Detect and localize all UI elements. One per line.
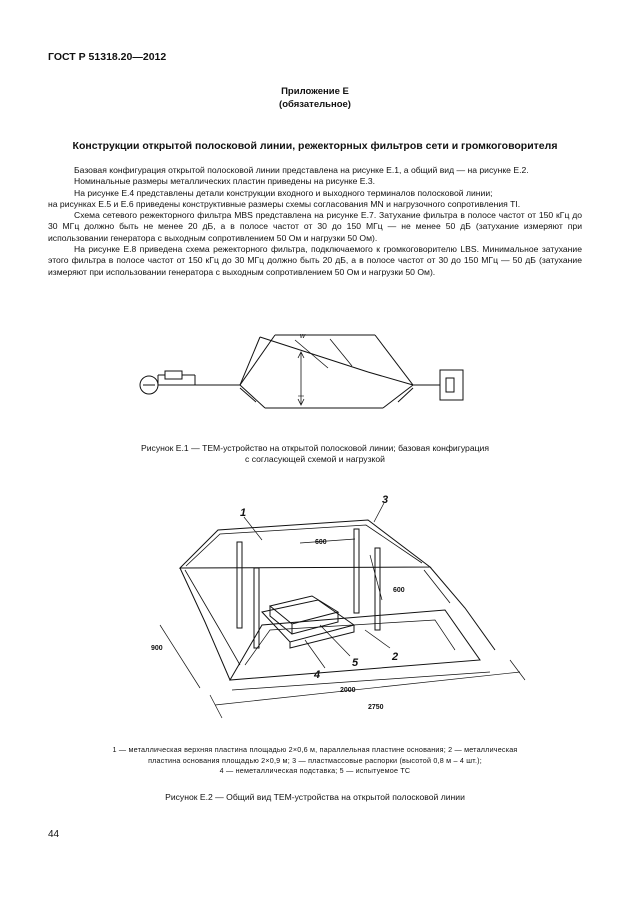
dimension-w-label: w	[300, 333, 306, 340]
spacer-left-front	[237, 542, 242, 628]
callout-4: 4	[314, 669, 321, 681]
dim-600-top: 600	[315, 539, 327, 546]
generator-symbol	[140, 376, 158, 394]
paragraph-6: На рисунке Е.8 приведена схема режекторного фильтра, подключаемого к громкоговорителю LBS. Минимальное затухание этого фильтра в полосе частот от 150 кГц до 30 МГц должно быть 20 дБ, а в полосе частот от 30 до 150 МГц — 50 дБ (затухание измеряют при использовании генератора с выходным сопротивлением 50 Ом и нагрузки 50 Ом).	[48, 244, 582, 277]
top-plate	[180, 520, 430, 568]
page-number: 44	[48, 829, 60, 840]
spacer-left-back	[254, 568, 259, 648]
figure-2-legend	[48, 745, 582, 777]
body-text	[48, 165, 582, 278]
dim-900: 900	[151, 645, 163, 652]
annex-title: Приложение Е	[281, 86, 349, 97]
figure-1-caption	[60, 443, 570, 466]
dim-600-side: 600	[393, 587, 405, 594]
figure-2-caption: Рисунок Е.2 — Общий вид ТЕМ-устройства на открытой полосковой линии	[165, 792, 465, 802]
paragraph-2: Номинальные размеры металлических пластин приведены на рисунке Е.3.	[74, 176, 376, 187]
annex-status: (обязательное)	[279, 99, 351, 110]
paragraph-1: Базовая конфигурация открытой полосковой линии представлена на рисунке Е.1, а общий вид — на рисунке Е.2.	[74, 165, 529, 175]
dim-2000: 2000	[340, 687, 356, 694]
callout-1: 1	[240, 507, 247, 519]
section-title: Конструкции открытой полосковой линии, режекторных фильтров сети и громкоговорителя	[72, 140, 558, 152]
callout-3: 3	[382, 494, 389, 506]
paragraph-3: На рисунке Е.4 представлены детали конструкции входного и выходного терминалов полосковой линии;	[74, 187, 493, 198]
legend-line-2: пластина основания площадью 2×0,9 м; 3 — пластмассовые распорки (высотой 0,8 м – 4 шт.);	[148, 755, 482, 765]
nonmetallic-stand	[262, 600, 354, 642]
dim-2750: 2750	[368, 704, 384, 711]
legend-line-3: 4 — неметаллическая подставка; 5 — испытуемое ТС	[219, 766, 411, 775]
matching-resistor	[165, 371, 182, 379]
callout-5: 5	[352, 657, 359, 669]
load-terminal	[440, 370, 463, 400]
standard-header: ГОСТ Р 51318.20—2012	[48, 51, 167, 63]
callout-2: 2	[392, 651, 399, 663]
spacer-right-back	[375, 548, 380, 630]
figure-1-caption-line-1: Рисунок Е.1 — ТЕМ-устройство на открытой полосковой линии; базовая конфигурация	[141, 443, 489, 453]
legend-line-1: 1 — металлическая верхняя пластина площадью 2×0,6 м, параллельная пластине основания; 2 — металлическая	[112, 745, 518, 754]
paragraph-4: на рисунках Е.5 и Е.6 приведены конструктивные размеры схемы согласования MN и нагрузочного сопротивления TI.	[48, 198, 521, 209]
base-plate	[230, 610, 480, 680]
spacer-right-front	[354, 529, 359, 613]
figure-1-caption-line-2: с согласующей схемой и нагрузкой	[245, 454, 385, 465]
equipment-under-test	[270, 596, 338, 624]
paragraph-5: Схема сетевого режекторного фильтра MBS представлена на рисунке Е.7. Затухание фильтра в полосе частот от 150 кГц до 30 МГц должно быть не менее 20 дБ, а в полосе частот от 30 до 150 МГц — не менее 50 дБ (затухание измеряют при использовании генератора с выходным сопротивлением 50 Ом и нагрузки 50 Ом).	[48, 210, 582, 243]
